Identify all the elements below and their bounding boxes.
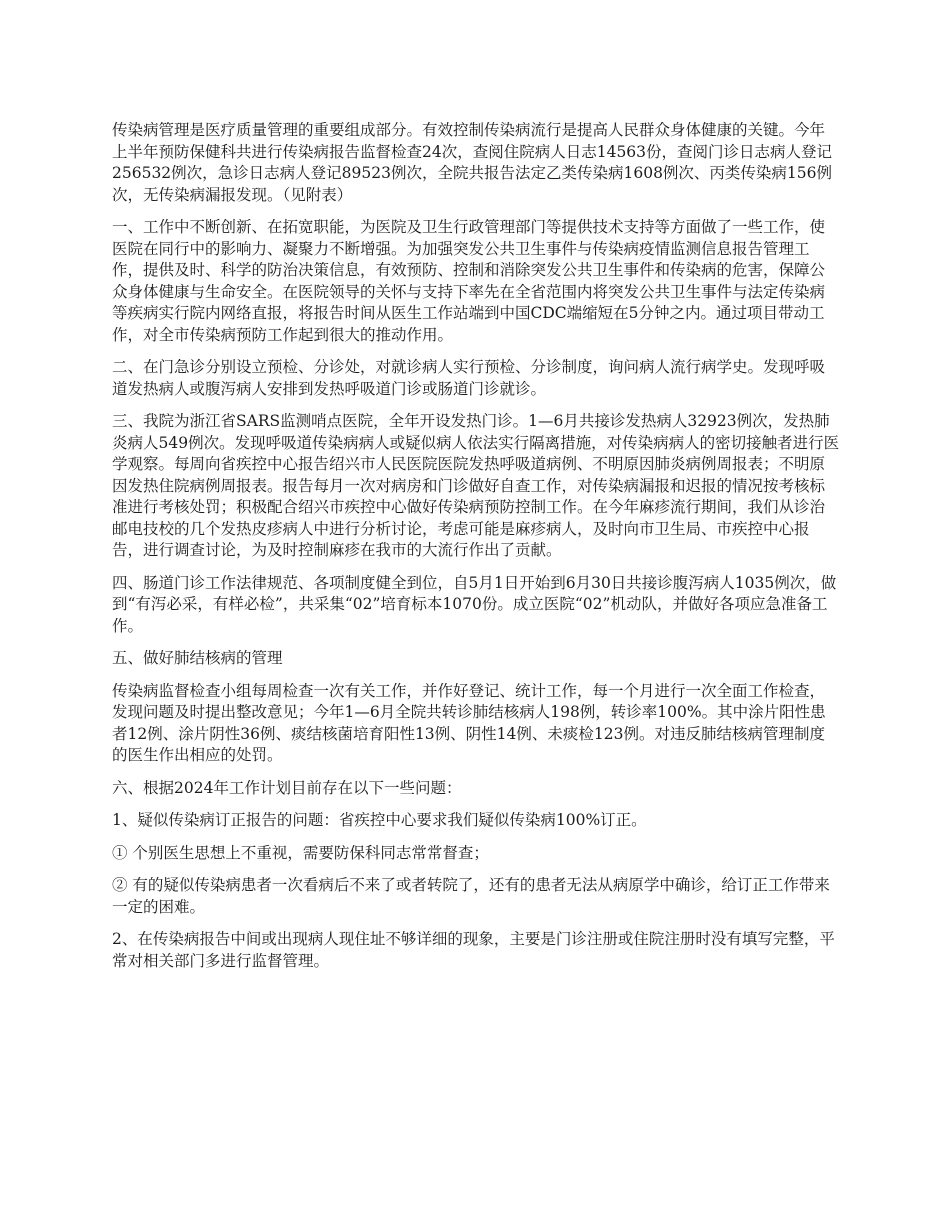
paragraph-intro: 传染病管理是医疗质量管理的重要组成部分。有效控制传染病流行是提高人民群众身体健康的关键。今年上半年预防保健科共进行传染病报告监督检查24次，查阅住院病人日志14563份，查阅门诊日志病人登记256532例次，急诊日志病人登记89523例次，全院共报告法定乙类传染病1608例次、丙类传染病156例次，无传染病漏报发现。（见附表） (112, 121, 833, 204)
paragraph-section-3: 三、我院为浙江省SARS监测哨点医院，全年开设发热门诊。1—6月共接诊发热病人32923例次，发热肺炎病人549例次。发现呼吸道传染病病人或疑似病人依法实行隔离措施，对传染病病人的密切接触者进行医学观察。每周向省疾控中心报告绍兴市人民医院医院发热呼吸道病例、不明原因肺炎病例周报表；不明原因发热住院病例周报表。报告每月一次对病房和门诊做好自查工作，对传染病漏报和迟报的情况按考核标准进行考核处罚；积极配合绍兴市疾控中心做好传染病预防控制工作。在今年麻疹流行期间，我们从诊治邮电技校的几个发热皮疹病人中进行分析讨论，考虑可能是麻疹病人，及时向市卫生局、市疾控中心报告，进行调查讨论，为及时控制麻疹在我市的大流行作出了贡献。 (112, 412, 840, 559)
paragraph-issue-2: 2、在传染病报告中间或出现病人现住址不够详细的现象，主要是门诊注册或住院注册时没有填写完整，平常对相关部门多进行监督管理。 (112, 930, 835, 970)
paragraph-section-5-body: 传染病监督检查小组每周检查一次有关工作，并作好登记、统计工作，每一个月进行一次全面工作检查，发现问题及时提出整改意见；今年1—6月全院共转诊肺结核病人198例，转诊率100%。其中涂片阳性患者12例、涂片阴性36例、痰结核菌培育阳性13例、阴性14例、未痰检123例。对违反肺结核病管理制度的医生作出相应的处罚。 (112, 681, 826, 764)
paragraph-section-4: 四、肠道门诊工作法律规范、各项制度健全到位，自5月1日开始到6月30日共接诊腹泻病人1035例次，做到“有泻必采，有样必检”，共采集“02”培育标本1070份。成立医院“02”机动队，并做好各项应急准备工作。 (112, 573, 837, 635)
document-body (112, 120, 840, 983)
paragraph-issue-1-point-1: ① 个别医生思想上不重视，需要防保科同志常常督查； (112, 843, 489, 862)
paragraph-issue-1-point-2: ② 有的疑似传染病患者一次看病后不来了或者转院了，还有的患者无法从病原学中确诊，给订正工作带来一定的困难。 (112, 876, 830, 916)
paragraph-section-2: 二、在门急诊分别设立预检、分诊处，对就诊病人实行预检、分诊制度，询问病人流行病学史。发现呼吸道发热病人或腹泻病人安排到发热呼吸道门诊或肠道门诊就诊。 (112, 358, 826, 398)
paragraph-section-1: 一、工作中不断创新、在拓宽职能，为医院及卫生行政管理部门等提供技术支持等方面做了一些工作，使医院在同行中的影响力、凝聚力不断增强。为加强突发公共卫生事件与传染病疫情监测信息报告管理工作，提供及时、科学的防治决策信息，有效预防、控制和消除突发公共卫生事件和传染病的危害，保障公众身体健康与生命安全。在医院领导的关怀与支持下率先在全省范围内将突发公共卫生事件与法定传染病等疾病实行院内网络直报，将报告时间从医生工作站端到中国CDC端缩短在5分钟之内。通过项目带动工作，对全市传染病预防工作起到很大的推动作用。 (112, 218, 826, 344)
heading-section-6: 六、根据2024年工作计划目前存在以下一些问题： (112, 778, 462, 797)
heading-section-5: 五、做好肺结核病的管理 (112, 649, 283, 667)
paragraph-issue-1: 1、疑似传染病订正报告的问题：省疾控中心要求我们疑似传染病100%订正。 (112, 811, 647, 829)
